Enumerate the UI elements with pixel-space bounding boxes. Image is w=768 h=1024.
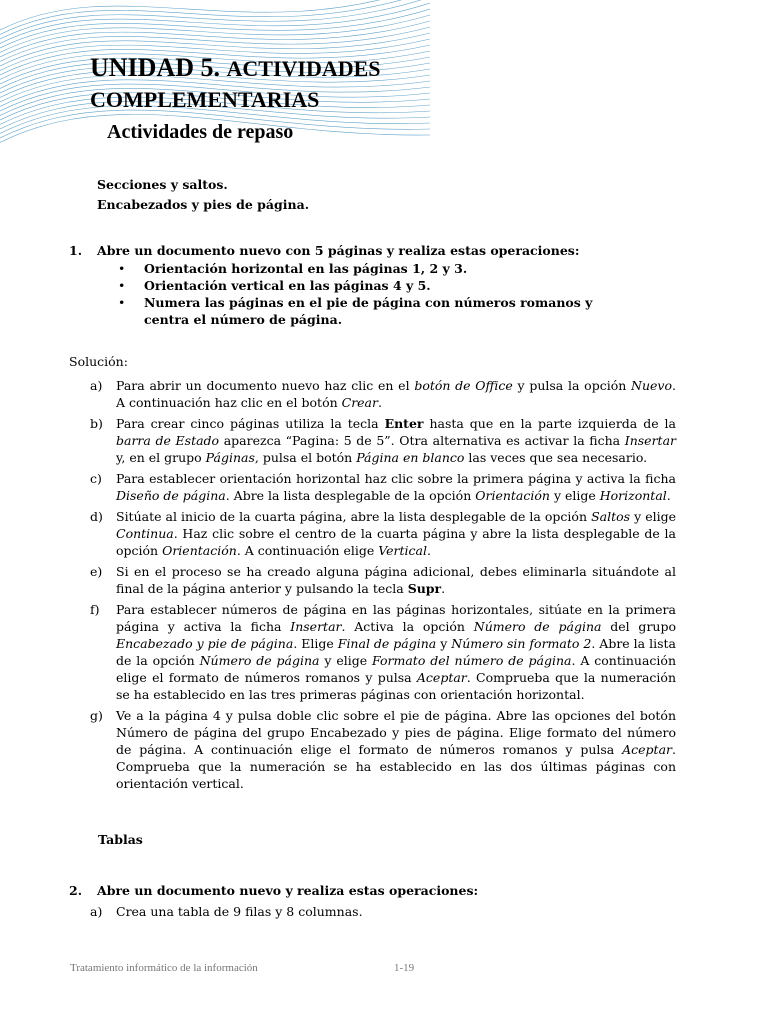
step-text-run: Diseño de página: [116, 488, 226, 503]
step-text-run: .: [441, 581, 446, 596]
solution-step: [90, 707, 676, 792]
step-marker: a): [90, 378, 103, 393]
step-text-run: . A continuación elige el formato de números romanos y pulsa: [116, 653, 676, 685]
step-text-run: Formato del número de página: [372, 653, 572, 668]
step-text-run: hasta que en la parte izquierda de la: [423, 416, 676, 431]
step-text-run: Número de página: [473, 619, 602, 634]
step-text-run: Para establecer números de página en las páginas horizontales, sitúate en la primera página y activa la ficha: [116, 602, 676, 634]
step-text-run: .: [426, 543, 431, 558]
bullet-item: • Orientación horizontal en las páginas 1, 2 y 3.: [118, 260, 638, 277]
step-text-run: . Abre la lista desplegable de la opción: [225, 488, 476, 503]
bullet-item: • Numera las páginas en el pie de página con números romanos y centra el número de página.: [118, 294, 638, 328]
solution-step: [90, 377, 676, 411]
step-text-run: . Activa la opción: [341, 619, 474, 634]
step-text-run: . A continuación haz clic en el botón: [116, 378, 676, 410]
step-text-run: Para crear cinco páginas utiliza la tecla: [116, 416, 385, 431]
step-text-run: . Elige: [293, 636, 338, 651]
step-text-run: . A continuación elige: [236, 543, 379, 558]
step-text-run: Si en el proceso se ha creado alguna página adicional, debes eliminarla situándote al final de la página anterior y pulsando la tecla: [116, 564, 676, 596]
step-text-run: Para establecer orientación horizontal haz clic sobre la primera página y activa la ficha: [116, 471, 676, 486]
solution-steps: [90, 377, 676, 796]
step-marker: e): [90, 564, 103, 579]
step-text-run: barra de Estado: [116, 433, 220, 448]
step-text-run: Aceptar: [622, 742, 673, 757]
step-marker: c): [90, 471, 102, 486]
step-marker: d): [90, 509, 103, 524]
step-text-run: . Abre la lista de la opción: [116, 636, 676, 668]
step-marker: b): [90, 416, 103, 431]
step-text-run: Crear: [341, 395, 378, 410]
step-text-run: Para abrir un documento nuevo haz clic en el: [116, 378, 415, 393]
step-text-run: . Comprueba que la numeración se ha establecido en las dos últimas páginas con orientación vertical.: [116, 742, 676, 791]
solution-step: [90, 415, 676, 466]
step-text-run: Orientación: [475, 488, 550, 503]
step-text-run: y elige: [549, 488, 600, 503]
step-text-run: Número sin formato 2: [451, 636, 592, 651]
step-marker: a): [90, 904, 103, 919]
question-2: [69, 882, 689, 920]
solution-step: [90, 508, 676, 559]
step-text-run: Vertical: [378, 543, 427, 558]
step-text-run: Enter: [384, 416, 424, 431]
step-marker: g): [90, 708, 103, 723]
solution-label: Solución:: [69, 354, 128, 369]
step-text-run: Página en blanco: [356, 450, 465, 465]
step-text-run: Insertar: [624, 433, 676, 448]
page-title: UNIDAD 5. ACTIVIDADES COMPLEMENTARIAS: [90, 53, 381, 112]
section-title-tablas: Tablas: [98, 832, 143, 847]
step-text-run: del grupo: [601, 619, 676, 634]
step-text-run: Encabezado y pie de página: [116, 636, 294, 651]
question-number: 1.: [69, 243, 83, 258]
question-text: Abre un documento nuevo y realiza estas operaciones:: [97, 883, 479, 898]
question-2-item: [90, 903, 689, 920]
step-text-run: .: [378, 395, 382, 410]
step-text-run: y elige: [630, 509, 676, 524]
section-subtitle: Actividades de repaso: [107, 121, 294, 143]
topic-item: Secciones y saltos.: [97, 177, 228, 192]
step-text-run: Sitúate al inicio de la cuarta página, abre la lista desplegable de la opción: [116, 509, 592, 524]
step-text-run: Continua: [116, 526, 174, 541]
step-text-run: Horizontal: [599, 488, 667, 503]
bullet-item: • Orientación vertical en las páginas 4 y 5.: [118, 277, 638, 294]
step-text-run: y elige: [319, 653, 372, 668]
step-text-run: y pulsa la opción: [512, 378, 632, 393]
solution-step: [90, 601, 676, 703]
step-text-run: aparezca “Pagina: 5 de 5”. Otra alternativa es activar la ficha: [219, 433, 625, 448]
step-text-run: Saltos: [591, 509, 631, 524]
question-1-bullets: [118, 260, 638, 328]
step-text-run: y: [436, 636, 452, 651]
step-marker: f): [90, 602, 100, 617]
solution-step: [90, 470, 676, 504]
item-text: Crea una tabla de 9 filas y 8 columnas.: [116, 904, 363, 919]
step-text-run: Número de página: [199, 653, 320, 668]
step-text-run: y, en el grupo: [116, 450, 206, 465]
step-text-run: Nuevo: [631, 378, 673, 393]
topics-list: [97, 175, 309, 215]
step-text-run: botón de Office: [414, 378, 513, 393]
question-1: [69, 242, 689, 328]
step-text-run: Final de página: [337, 636, 437, 651]
step-text-run: Orientación: [162, 543, 237, 558]
step-text-run: . Comprueba que la numeración se ha establecido en las tres primeras páginas con orientación horizontal.: [116, 670, 676, 702]
solution-step: [90, 563, 676, 597]
step-text-run: Insertar: [290, 619, 342, 634]
step-text-run: las veces que sea necesario.: [464, 450, 648, 465]
step-text-run: Supr: [407, 581, 442, 596]
step-text-run: Páginas: [205, 450, 255, 465]
step-text-run: Aceptar: [416, 670, 467, 685]
step-text-run: , pulsa el botón: [254, 450, 357, 465]
footer-text: Tratamiento informático de la información: [70, 962, 258, 974]
question-number: 2.: [69, 883, 83, 898]
topic-item: Encabezados y pies de página.: [97, 197, 310, 212]
question-text: Abre un documento nuevo con 5 páginas y realiza estas operaciones:: [97, 243, 580, 258]
step-text-run: .: [666, 488, 671, 503]
page-number: 1-19: [394, 962, 415, 974]
step-text-run: . Haz clic sobre el centro de la cuarta página y abre la lista desplegable de la opción: [116, 526, 676, 558]
step-text-run: Ve a la página 4 y pulsa doble clic sobre el pie de página. Abre las opciones del botón Número de página del grupo Encabezado y pies de página. Elige formato del número de página. A continuación elige el formato de números romanos y pulsa: [116, 708, 676, 757]
